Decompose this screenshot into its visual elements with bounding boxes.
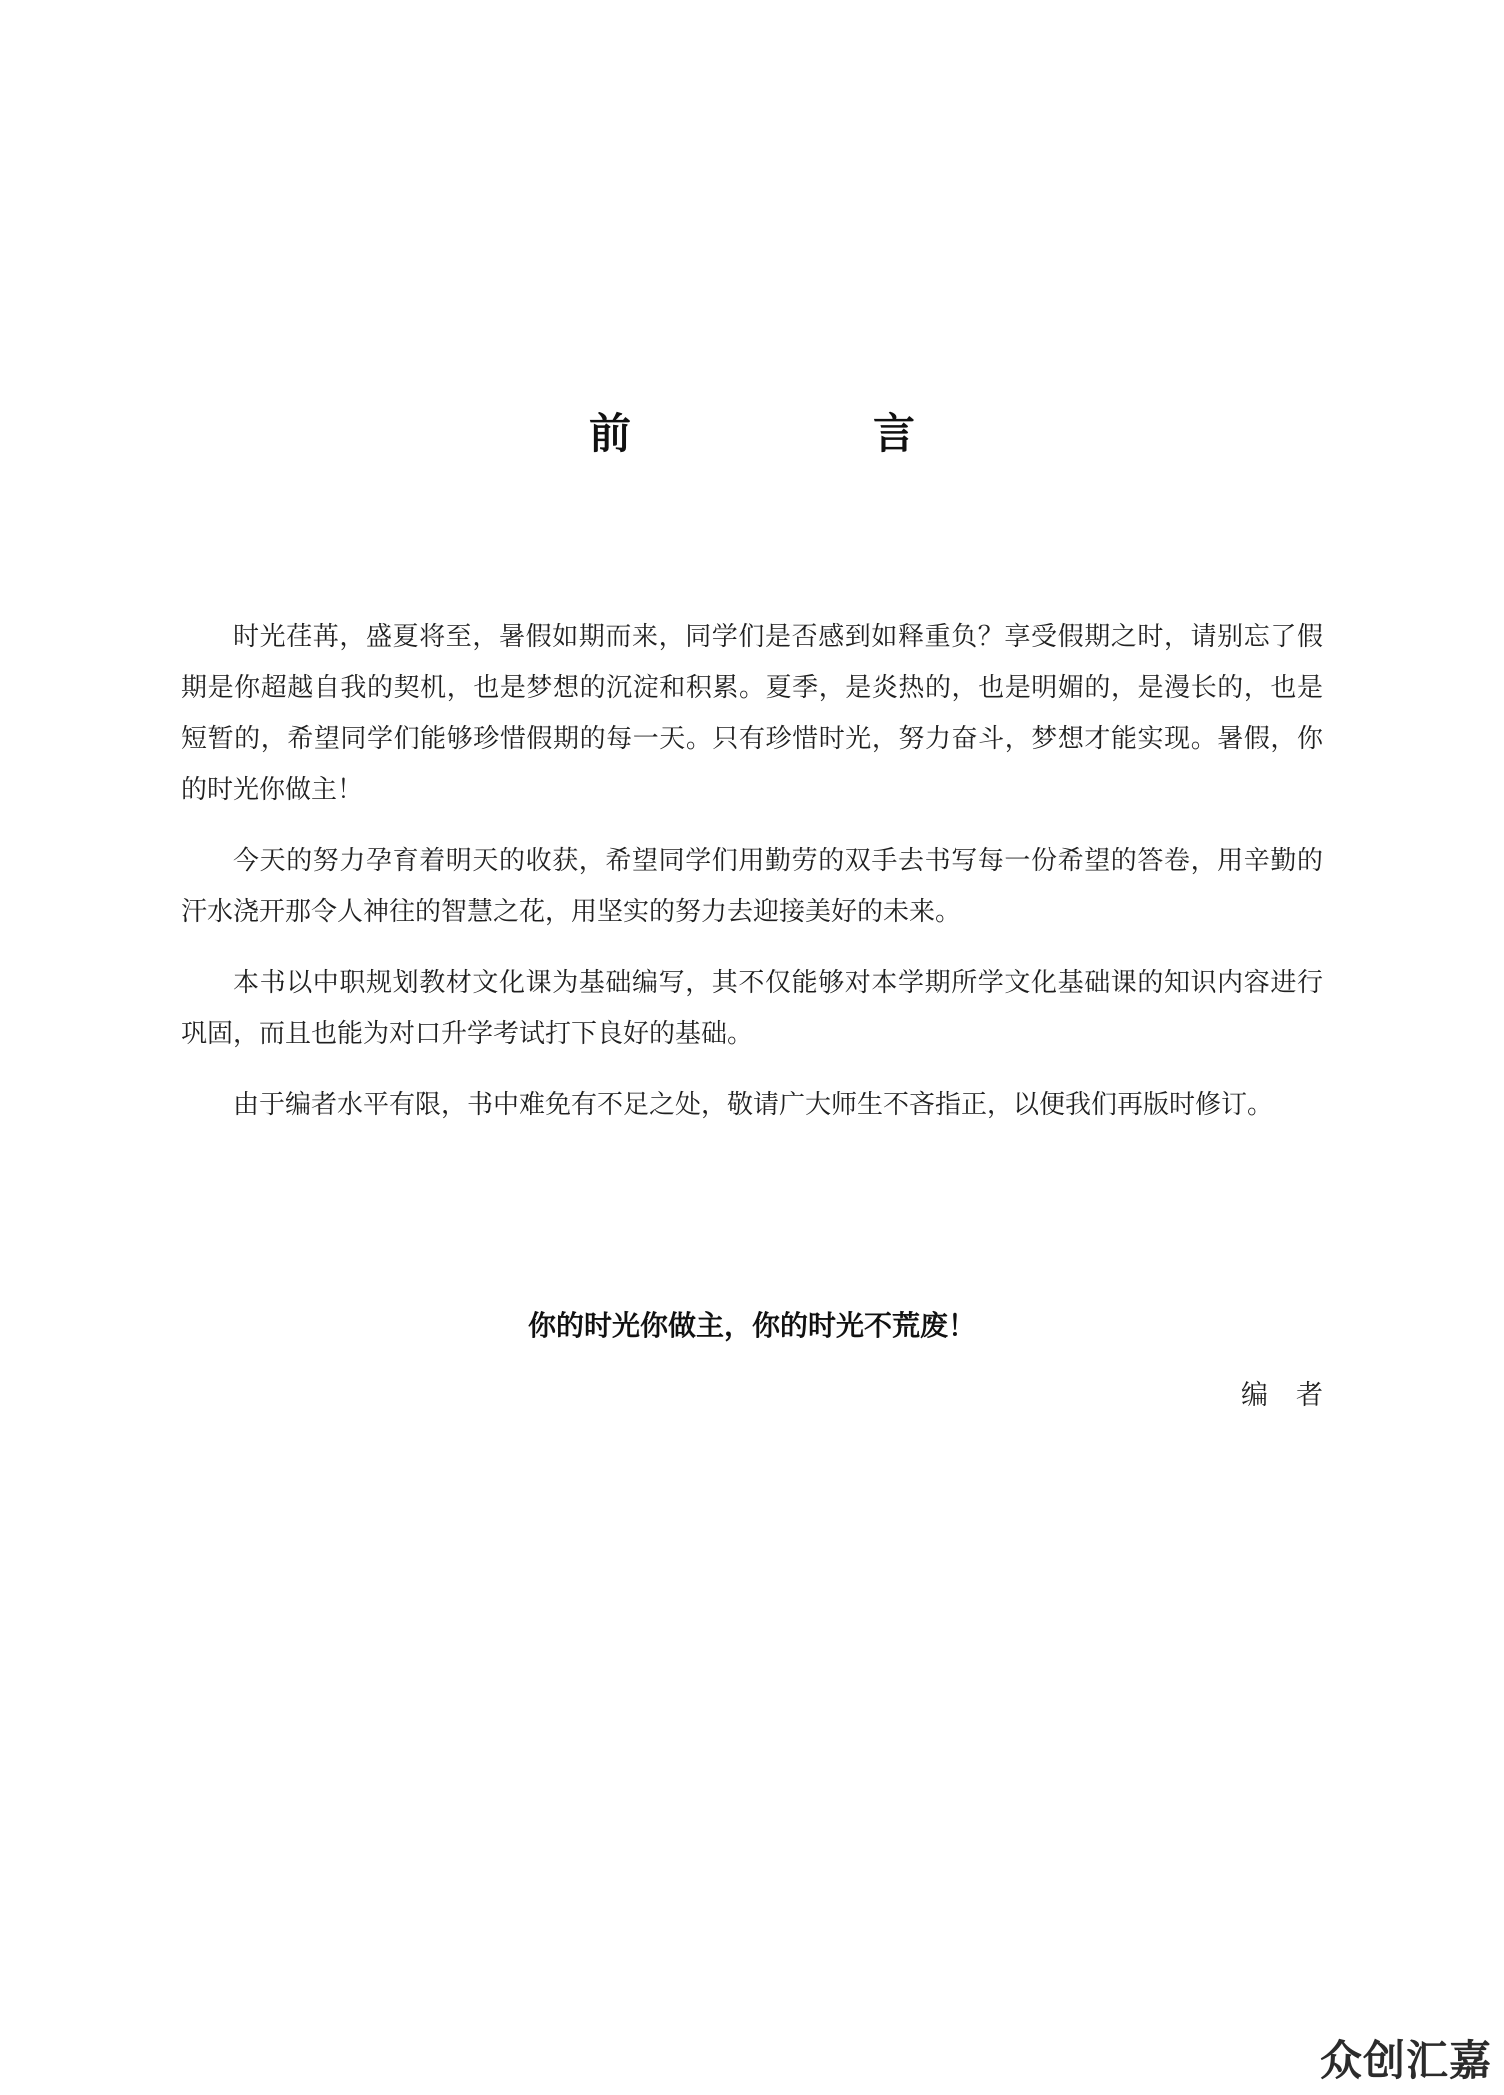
- paragraph-4: 由于编者水平有限，书中难免有不足之处，敬请广大师生不吝指正，以便我们再版时修订。: [233, 1090, 1274, 1120]
- page-title: 前 言: [588, 409, 1015, 458]
- author-signature: 编者: [1241, 1380, 1351, 1411]
- watermark-logo: 众创汇嘉: [1319, 2036, 1492, 2085]
- paragraph-2: 今天的努力孕育着明天的收获，希望同学们用勤劳的双手去书写每一份希望的答卷，用辛勤的汗水浇开那令人神往的智慧之花，用坚实的努力去迎接美好的未来。: [181, 846, 1323, 927]
- preface-body: [181, 612, 1323, 1151]
- paragraph-3: 本书以中职规划教材文化课为基础编写，其不仅能够对本学期所学文化基础课的知识内容进行巩固，而且也能为对口升学考试打下良好的基础。: [181, 968, 1323, 1049]
- paragraph-1: 时光荏苒，盛夏将至，暑假如期而来，同学们是否感到如释重负？享受假期之时，请别忘了假期是你超越自我的契机，也是梦想的沉淀和积累。夏季，是炎热的，也是明媚的，是漫长的，也是短暂的，希望同学们能够珍惜假期的每一天。只有珍惜时光，努力奋斗，梦想才能实现。暑假，你的时光你做主！: [181, 622, 1323, 805]
- slogan: 你的时光你做主，你的时光不荒废！: [527, 1309, 976, 1342]
